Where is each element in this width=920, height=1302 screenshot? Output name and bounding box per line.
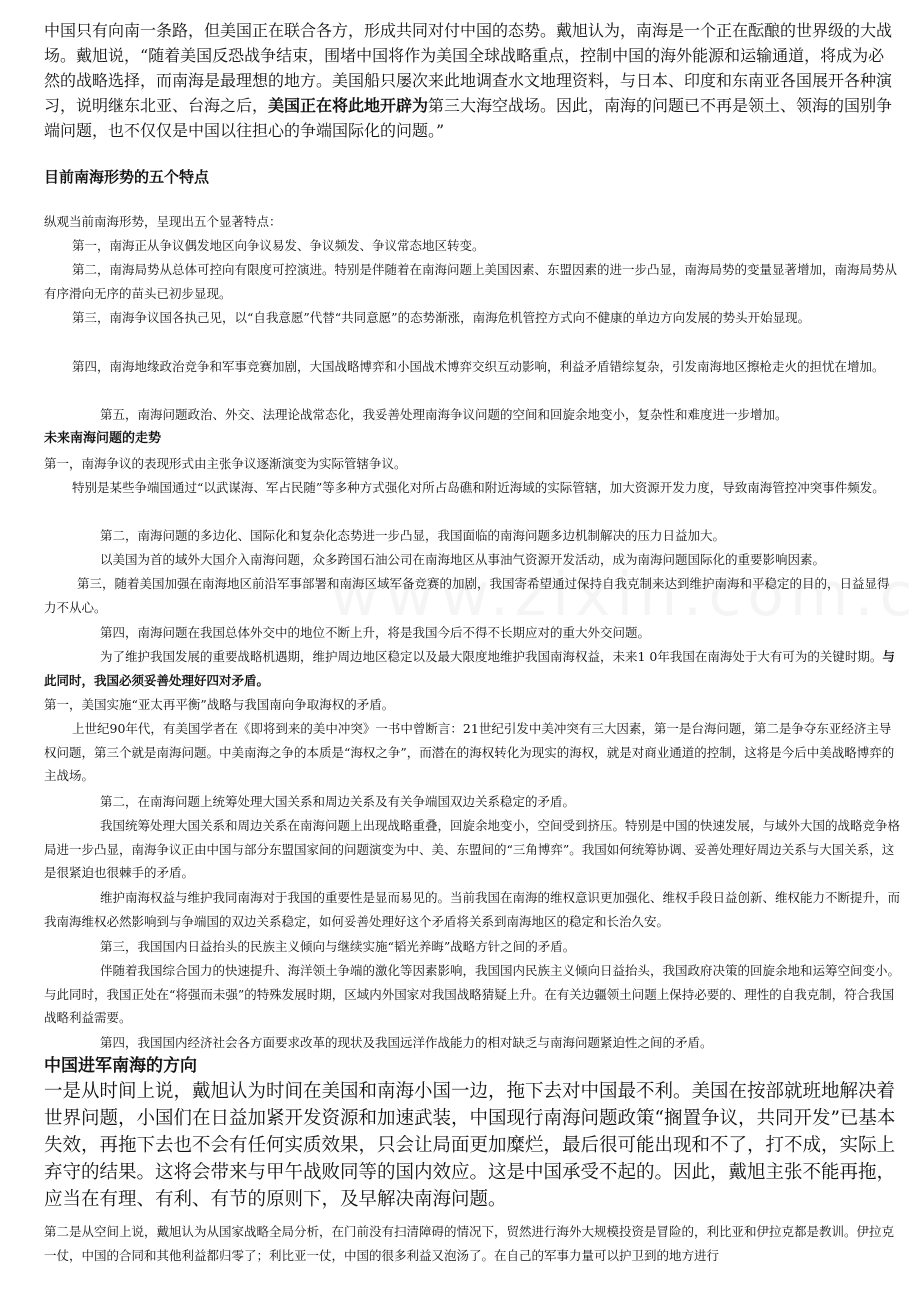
contradiction-2: 第二，在南海问题上统筹处理大国关系和周边关系及有关争端国双边关系稳定的矛盾。 bbox=[100, 794, 576, 809]
contradiction-1: 第一，美国实施“亚太再平衡”战略与我国南向争取海权的矛盾。 bbox=[44, 697, 395, 712]
trend-paragraph-3: 第二，南海问题的多边化、国际化和复杂化态势进一步凸显，我国面临的南海问题多边机制解决的压力日益加大。 bbox=[100, 528, 726, 543]
contradiction-2-extra: 维护南海权益与维护我同南海对于我国的重要性是显而易见的。当前我国在南海的维权意识更加强化、维权手段日益创新、维权能力不断提升，而我南海维权必然影响到与争端国的双边关系稳定，如何妥善处理好这个矛盾将关系到南海地区的稳定和长治久安。 bbox=[44, 890, 901, 929]
contradiction-3: 第三，我国国内日益抬头的民族主义倾向与继续实施“韬光养晦”战略方针之间的矛盾。 bbox=[100, 939, 576, 954]
section1-lead: 纵观当前南海形势，呈现出五个显著特点： bbox=[44, 214, 282, 229]
intro-bold-text: 美国正在将此地开辟为 bbox=[268, 96, 429, 115]
contradiction-4: 第四，我国国内经济社会各方面要求改革的现状及我国远洋作战能力的相对缺乏与南海问题紧迫性之间的矛盾。 bbox=[100, 1035, 713, 1050]
intro-text: 中国只有向南一条路，但美国正在联合各方，形成共同对付中国的态势。戴旭认为，南海是一个正在酝酿的世界级的大战场。戴旭说，“随着美国反恐战争结束，围堵中国将作为美国全球战略重点，控制中国的海外能源和运输通道，将成为必然的战略选择，而南海是最理想的地方。美国船只屡次来此地调查水文地理资料，与日本、印度和东南亚各国展开各种演习，说明继东北亚、台海之后， bbox=[44, 21, 893, 115]
direction-paragraph-2: 第二是从空间上说，戴旭认为从国家战略全局分析，在门前没有扫清障碍的情况下，贸然进行海外大规模投资是冒险的，利比亚和伊拉克都是教训。伊拉克一仗，中国的合同和其他利益都归零了；利比亚一仗，中国的很多利益又泡汤了。在自己的军事力量可以护卫到的地方进行 bbox=[44, 1224, 895, 1263]
trend-paragraph-7-bold: 与此同时，我国必须妥善处理好四对矛盾。 bbox=[44, 649, 895, 688]
feature-item-3: 第三，南海争议国各执己见，以“自我意愿”代替“共同意愿”的态势渐涨，南海危机管控方式向不健康的单边方向发展的势头开始显现。 bbox=[72, 310, 811, 325]
direction-paragraph-1: 一是从时间上说，戴旭认为时间在美国和南海小国一边，拖下去对中国最不利。美国在按部就班地解决着世界问题，小国们在日益加紧开发资源和加速武装，中国现行南海问题政策“搁置争议，共同开发”已基本失效，再拖下去也不会有任何实质效果，只会让局面更加糜烂，最后很可能出现和不了，打不成，实际上弃守的结果。这将会带来与甲午战败同等的国内效应。这是中国承受不起的。因此，戴旭主张不能再拖，应当在有理、有利、有节的原则下，及早解决南海问题。 bbox=[44, 1081, 896, 1210]
trend-paragraph-5: 第三，随着美国加强在南海地区前沿军事部署和南海区域军备竞赛的加剧，我国寄希望通过保持自我克制来达到维护南海和平稳定的目的，日益显得力不从心。 bbox=[44, 576, 890, 615]
trend-paragraph-7 bbox=[44, 645, 900, 692]
feature-item-1: 第一，南海正从争议偶发地区向争议易发、争议频发、争议常态地区转变。 bbox=[72, 238, 485, 253]
trend-paragraph-6: 第四，南海问题在我国总体外交中的地位不断上升，将是我国今后不得不长期应对的重大外交问题。 bbox=[100, 625, 651, 640]
contradiction-2-body: 我国统筹处理大国关系和周边关系在南海问题上出现战略重叠，回旋余地变小，空间受到挤压。特别是中国的快速发展，与域外大国的战略竞争格局进一步凸显，南海争议正由中国与部分东盟国家间的问题演变为中、美、东盟间的“三角博弈”。我国如何统筹协调、妥善处理好周边关系与大国关系，这是很紧迫也很棘手的矛盾。 bbox=[44, 818, 901, 880]
feature-item-2: 第二，南海局势从总体可控向有限度可控演进。特别是伴随着在南海问题上美国因素、东盟因素的进一步凸显，南海局势的变量显著增加，南海局势从有序滑向无序的苗头已初步显现。 bbox=[44, 262, 898, 301]
contradiction-1-body: 上世纪90年代，有美国学者在《即将到来的美中冲突》一书中曾断言：21世纪引发中美冲突有三大因素，第一是台海问题，第二是争夺东亚经济主导权问题，第三个就是南海问题。中美南海之争的本质是“海权之争”，而潜在的海权转化为现实的海权，就是对商业通道的控制，这将是今后中美战略博弈的主战场。 bbox=[44, 721, 895, 783]
section-heading-trend: 未来南海问题的走势 bbox=[44, 431, 162, 446]
feature-item-4: 第四，南海地缘政治竞争和军事竞赛加剧，大国战略博弈和小国战术博弈交织互动影响，利益矛盾错综复杂，引发南海地区擦枪走火的担忧在增加。 bbox=[72, 359, 885, 374]
section-heading-five-features: 目前南海形势的五个特点 bbox=[44, 168, 210, 186]
trend-paragraph-4: 以美国为首的域外大国介入南海问题，众多跨国石油公司在南海地区从事油气资源开发活动，成为南海问题国际化的重要影响因素。 bbox=[100, 552, 826, 567]
section-heading-direction: 中国进军南海的方向 bbox=[44, 1056, 197, 1076]
trend-paragraph-7-text: 为了维护我国发展的重要战略机遇期，维护周边地区稳定以及最大限度地维护我国南海权益，未来1 0年我国在南海处于大有可为的关键时期。 bbox=[100, 649, 883, 664]
contradiction-3-body: 伴随着我国综合国力的快速提升、海洋领土争端的激化等因素影响，我国国内民族主义倾向日益抬头，我国政府决策的回旋余地和运筹空间变小。与此同时，我国正处在“将强而未强”的特殊发展时期，区域内外国家对我国战略猜疑上升。在有关边疆领土问题上保持必要的、理性的自我克制，符合我国战略利益需要。 bbox=[44, 963, 901, 1025]
trend-paragraph-1: 第一，南海争议的表现形式由主张争议逐渐演变为实际管辖争议。 bbox=[44, 456, 407, 471]
feature-item-5: 第五，南海问题政治、外交、法理论战常态化，我妥善处理南海争议问题的空间和回旋余地变小，复杂性和难度进一步增加。 bbox=[100, 407, 788, 422]
intro-paragraph bbox=[44, 18, 900, 143]
intro-text-tail: 第三大海空战场。因此，南海的问题已不再是领土、领海的国别争端问题，也不仅仅是中国以往担心的争端国际化的问题。” bbox=[44, 96, 893, 140]
trend-paragraph-2: 特别是某些争端国通过“以武谋海、军占民随”等多种方式强化对所占岛礁和附近海域的实际管辖，加大资源开发力度，导致南海管控冲突事件频发。 bbox=[72, 480, 885, 495]
